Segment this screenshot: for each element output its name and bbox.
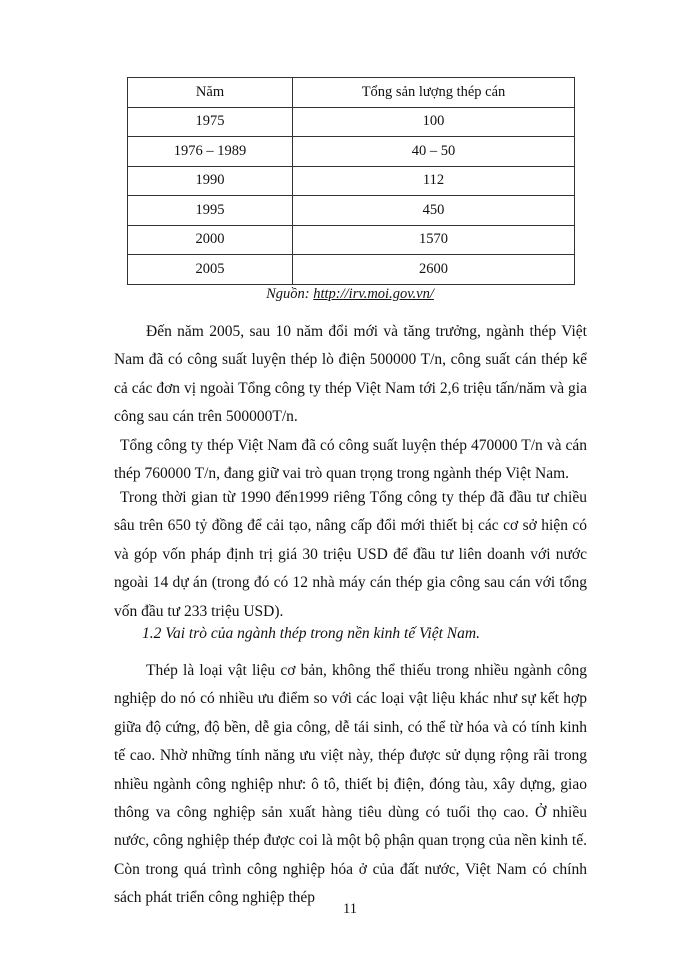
cell-year: 1995 <box>128 196 293 226</box>
paragraph-text: Thép là loại vật liệu cơ bản, không thể thiếu trong nhiều ngành công nghiệp do nó có nhiều ưu điểm so với các loại vật liệu khác như sự kết hợp giữa độ cứng, độ bền, dễ gia công, dễ tái sinh, có thể từ hóa và có tính kinh tế cao. Nhờ những tính năng ưu việt này, thép được sử dụng rộng rãi trong nhiều ngành công nghiệp như: ô tô, thiết bị điện, đóng tàu, xây dựng, giao thông va công nghiệp sản xuất hàng tiêu dùng có tuổi thọ cao. Ở nhiều nước, công nghiệp thép được coi là một bộ phận quan trọng của nền kinh tế. Còn trong quá trình công nghiệp hóa ở của đất nước, Việt Nam có chính sách phát triển công nghiệp thép <box>114 662 587 907</box>
cell-output: 112 <box>293 166 575 196</box>
cell-output: 2600 <box>293 255 575 285</box>
table-row <box>128 137 575 167</box>
cell-output: 100 <box>293 107 575 137</box>
table-row <box>128 196 575 226</box>
table-header-row <box>128 78 575 108</box>
cell-year: 1990 <box>128 166 293 196</box>
cell-output: 40 – 50 <box>293 137 575 167</box>
paragraph <box>114 318 587 432</box>
steel-output-table <box>127 77 575 285</box>
table-source <box>0 286 700 303</box>
cell-output: 1570 <box>293 225 575 255</box>
header-output: Tổng sản lượng thép cán <box>293 78 575 108</box>
section-heading: 1.2 Vai trò của ngành thép trong nền kinh tế Việt Nam. <box>142 625 480 642</box>
header-year: Năm <box>128 78 293 108</box>
paragraph-text: Đến năm 2005, sau 10 năm đổi mới và tăng trưởng, ngành thép Việt Nam đã có công suất luyện thép lò điện 500000 T/n, công suất cán thép kể cả các đơn vị ngoài Tổng công ty thép Việt Nam tới 2,6 triệu tấn/năm và gia công sau cán trên 500000T/n. <box>114 323 587 426</box>
table-row <box>128 255 575 285</box>
source-link[interactable]: http://irv.moi.gov.vn/ <box>313 286 434 302</box>
cell-year: 1975 <box>128 107 293 137</box>
cell-year: 1976 – 1989 <box>128 137 293 167</box>
page-number: 11 <box>343 901 357 917</box>
cell-output: 450 <box>293 196 575 226</box>
source-label: Nguồn: <box>266 286 310 302</box>
section-paragraph <box>114 657 587 913</box>
table-row <box>128 166 575 196</box>
table-row <box>128 225 575 255</box>
paragraph-text: Trong thời gian từ 1990 đến1999 riêng Tổng công ty thép đã đầu tư chiều sâu trên 650 tỷ đồng để cải tạo, nâng cấp đổi mới thiết bị các cơ sở hiện có và góp vốn pháp định trị giá 30 triệu USD để đầu tư liên doanh với nước ngoài 14 dự án (trong đó có 12 nhà máy cán thép gia công sau cán với tổng vốn đầu tư 233 triệu USD). <box>114 489 587 620</box>
paragraph <box>114 432 587 489</box>
paragraph-text: Tổng công ty thép Việt Nam đã có công suất luyện thép 470000 T/n và cán thép 760000 T/n, đang giữ vai trò quan trọng trong ngành thép Việt Nam. <box>114 437 587 483</box>
paragraph <box>114 484 587 626</box>
table-row <box>128 107 575 137</box>
cell-year: 2000 <box>128 225 293 255</box>
cell-year: 2005 <box>128 255 293 285</box>
